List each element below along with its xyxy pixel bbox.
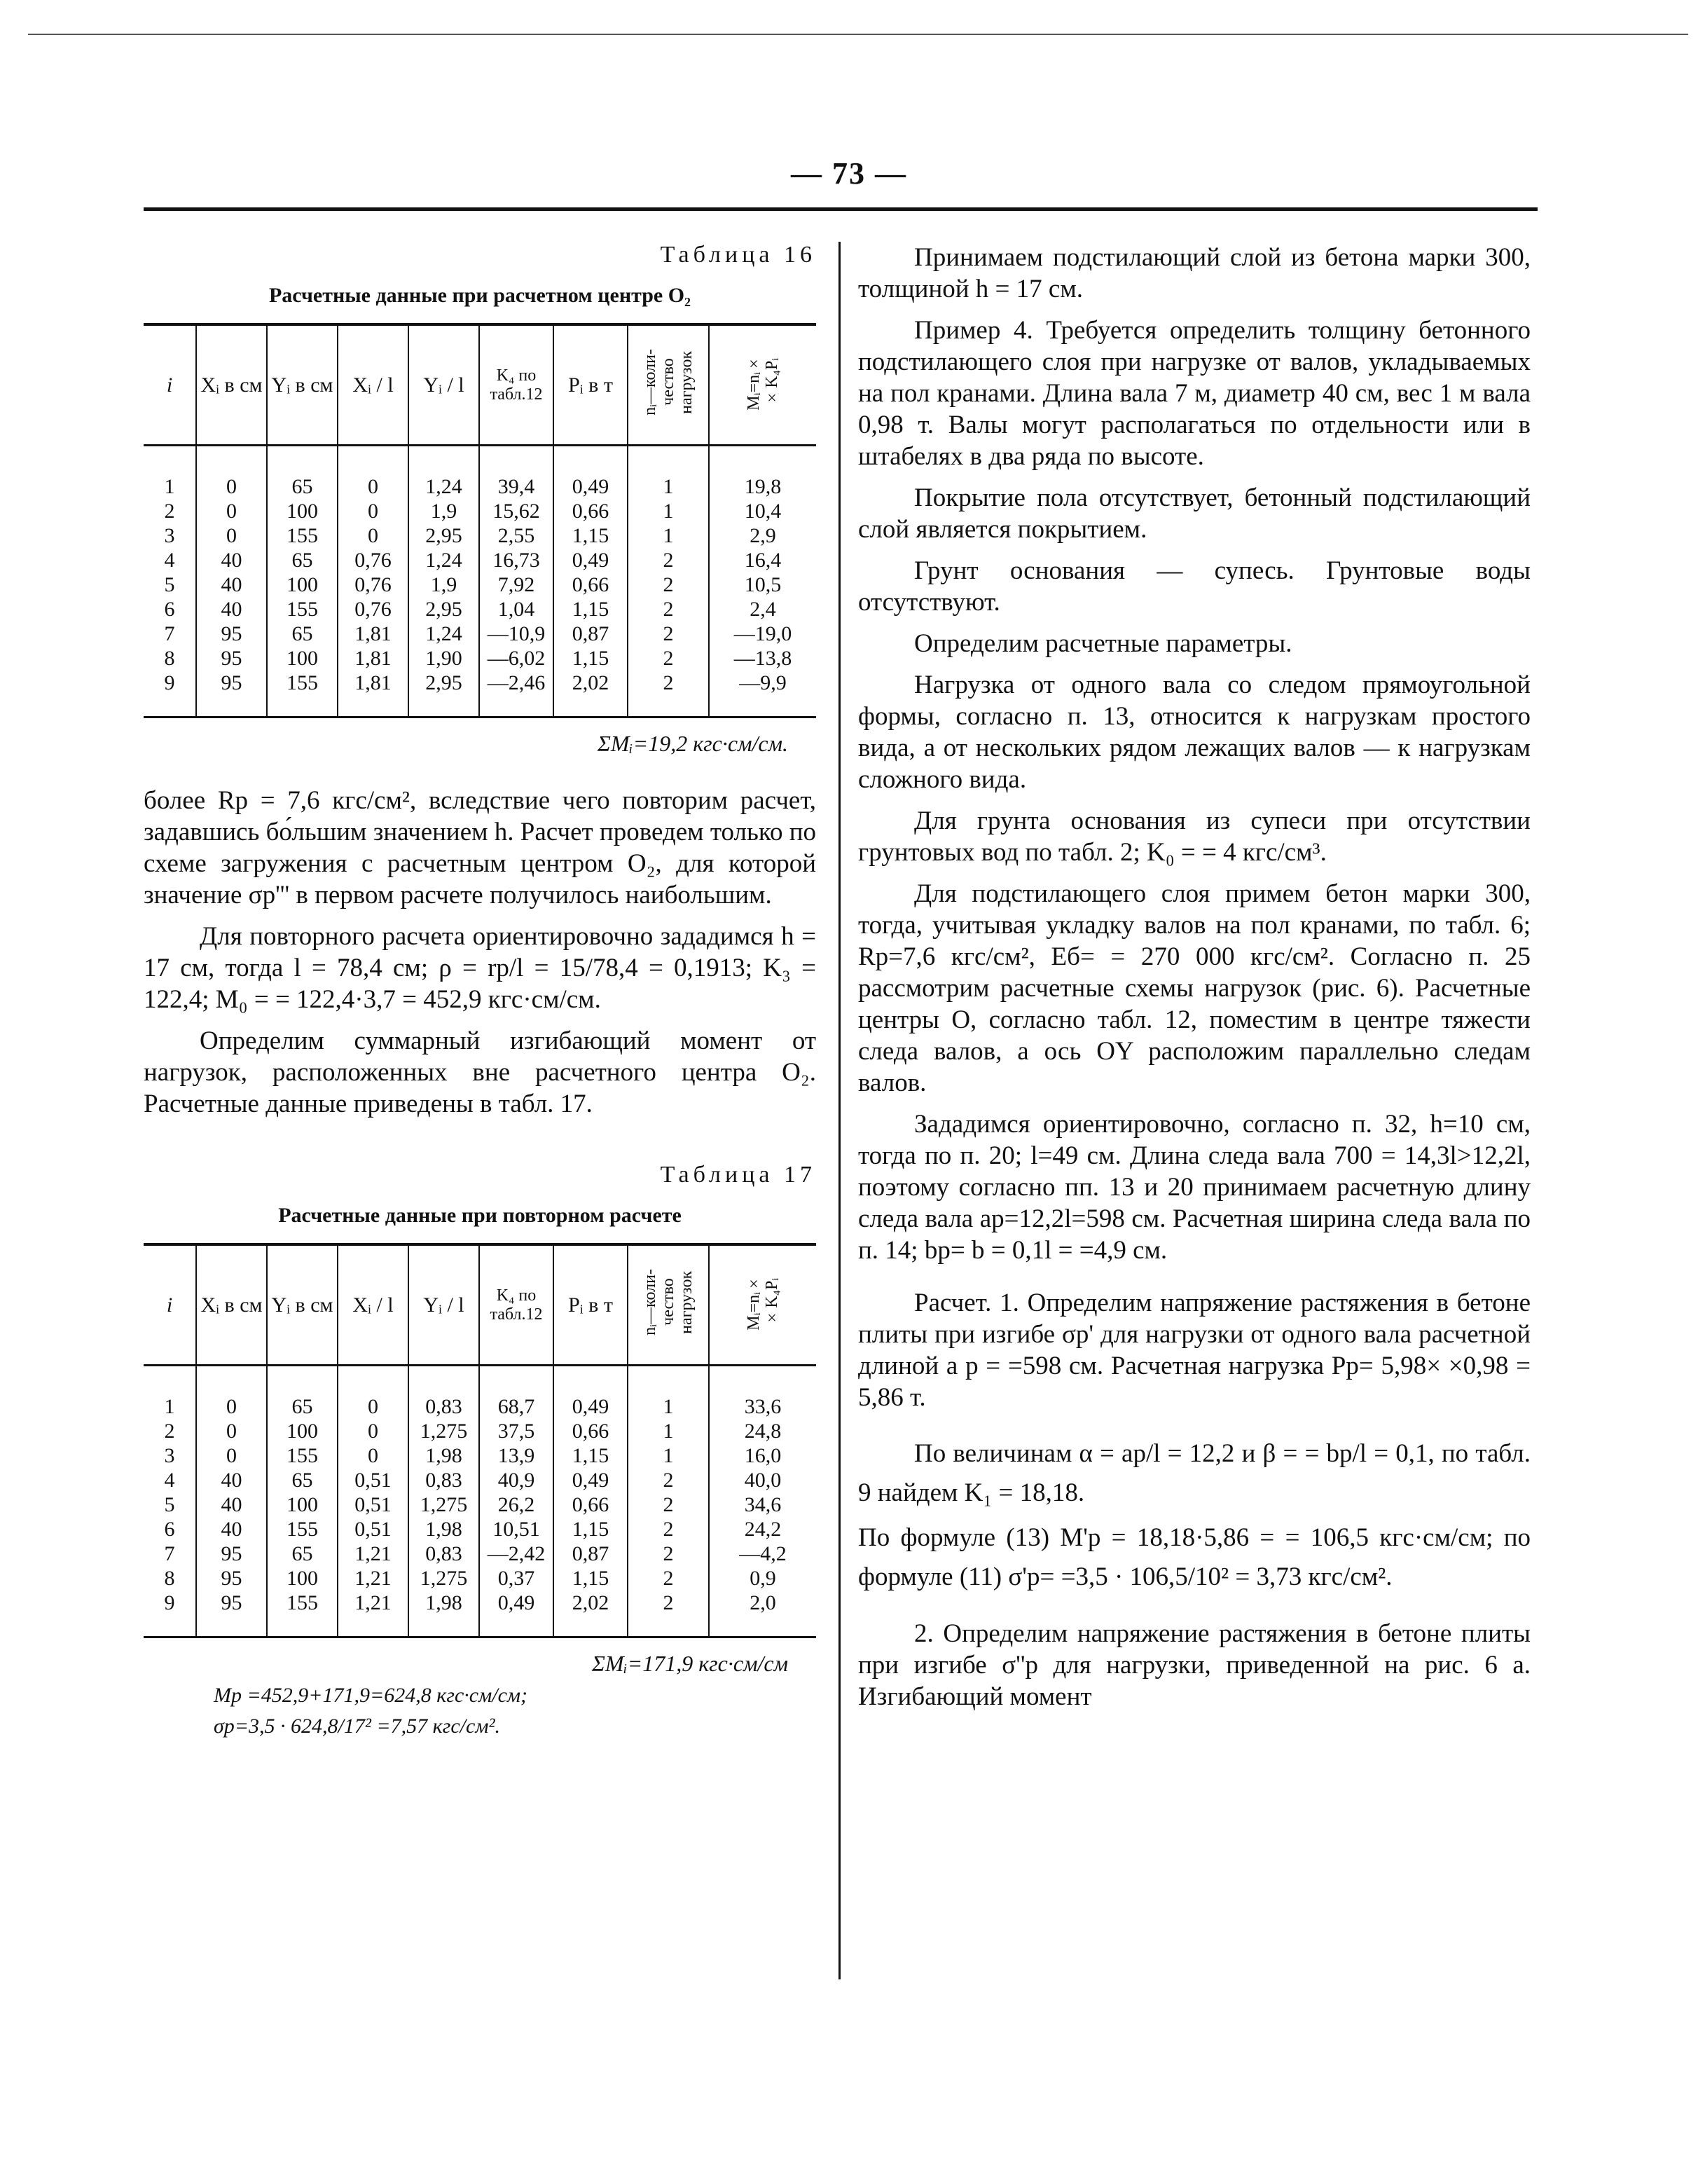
table16-row <box>144 523 816 548</box>
right-paragraph: Расчет. 1. Определим напряжение растяжения в бетоне плиты при изгибе σр' для нагрузки от одного вала расчетной длиной a р = =598 см. Расчетная нагрузка Pр= 5,98× ×0,98 = 5,86 т. <box>858 1289 1531 1412</box>
table16-cell: 7 <box>164 622 175 645</box>
table17-cell: 1,98 <box>408 1591 479 1637</box>
table17-cell: 155 <box>267 1443 338 1468</box>
table17-row <box>144 1566 816 1591</box>
table17-cell: 155 <box>267 1591 338 1637</box>
table16-cell: 1,81 <box>338 671 408 717</box>
table16-cell: 19,8 <box>709 446 816 500</box>
table17-row <box>144 1591 816 1637</box>
table17-cell: 1,275 <box>408 1419 479 1443</box>
table16-cell: 40 <box>196 597 267 621</box>
table17-cell: 1,98 <box>408 1443 479 1468</box>
table16-cell: 95 <box>196 671 267 717</box>
table17-row <box>144 1492 816 1517</box>
table17-cell: 24,2 <box>709 1517 816 1541</box>
table16-cell: 2,9 <box>709 523 816 548</box>
table16-header-cell <box>709 324 816 446</box>
table16-cell: 100 <box>267 499 338 523</box>
table17-title: Расчетные данные при повторном расчете <box>278 1204 682 1227</box>
table17-header-cell: Yᵢ в см <box>267 1244 338 1366</box>
table16-cell: 39,4 <box>479 446 553 500</box>
right-paragraph: Для грунта основания из супеси при отсутствии грунтовых вод по табл. 2; K₀ = = 4 кгс/см³. <box>858 806 1531 867</box>
table17-header-cell <box>628 1244 709 1366</box>
table17-block <box>144 1162 816 1738</box>
table16-cell: 1,9 <box>408 499 479 523</box>
right-paragraph: Пример 4. Требуется определить толщину бетонного подстилающего слоя при нагрузке от валов, укладываемых на пол кранами. Длина вала 7 м, диаметр 40 см, вес 1 м вала 0,98 т. Валы могут располагаться по отдельности или в штабелях в два ряда по высоте. <box>858 316 1531 471</box>
table16-cell: 2,95 <box>408 671 479 717</box>
table16-cell: 10,5 <box>709 572 816 597</box>
table16-cell: —19,0 <box>709 621 816 646</box>
table17-row <box>144 1419 816 1443</box>
table17-cell: 0,51 <box>338 1468 408 1492</box>
table17-cell: 0,83 <box>408 1366 479 1420</box>
right-paragraph: По формуле (13) M'р = 18,18·5,86 = = 106,5 кгс·см/см; по формуле (11) σ'р= =3,5 · 106,5/10² = 3,73 кгс/см². <box>858 1523 1531 1591</box>
table17-cell: 0,51 <box>338 1517 408 1541</box>
table17-cell: 65 <box>267 1366 338 1420</box>
table16-cell: 7,92 <box>479 572 553 597</box>
table17 <box>144 1243 816 1638</box>
table17-cell: 0 <box>196 1366 267 1420</box>
table16-cell: 155 <box>267 597 338 621</box>
table17-cell: 1,275 <box>408 1492 479 1517</box>
table16-cell: 100 <box>267 572 338 597</box>
table16-cell: 95 <box>196 646 267 671</box>
table17-header-cell: Pᵢ в т <box>553 1244 628 1366</box>
table17-body <box>144 1366 816 1637</box>
table17-cell: 9 <box>144 1591 196 1637</box>
table16-cell: 2,4 <box>709 597 816 621</box>
table16-row <box>144 572 816 597</box>
table17-cell: 1,21 <box>338 1566 408 1591</box>
table17-cell: 100 <box>267 1492 338 1517</box>
table16-cell: 0 <box>338 499 408 523</box>
table16-cell: 100 <box>267 646 338 671</box>
table16-header-cell: Yᵢ в см <box>267 324 338 446</box>
table17-cell: 2 <box>628 1541 709 1566</box>
table17-cell: 0,9 <box>709 1566 816 1591</box>
table16-cell: 2,55 <box>479 523 553 548</box>
table17-cell: 1,15 <box>553 1517 628 1541</box>
table16-cell: 3 <box>164 524 175 547</box>
table17-cell: 13,9 <box>479 1443 553 1468</box>
table16-cell: 8 <box>164 647 175 670</box>
right-paragraph: Принимаем подстилающий слой из бетона марки 300, толщиной h = 17 см. <box>858 243 1531 303</box>
table17-cell: 16,0 <box>709 1443 816 1468</box>
table17-cell: 1,15 <box>553 1443 628 1468</box>
table16-cell: 15,62 <box>479 499 553 523</box>
table17-cell: 2 <box>628 1492 709 1517</box>
table17-row <box>144 1366 816 1420</box>
table17-cell: 0 <box>338 1443 408 1468</box>
table17-cell: 40 <box>196 1468 267 1492</box>
table16-cell: 65 <box>267 548 338 572</box>
table17-cell: 0 <box>196 1419 267 1443</box>
table16-cell: —2,46 <box>479 671 553 717</box>
table16-cell: 0 <box>338 523 408 548</box>
table17-cell: 2,02 <box>553 1591 628 1637</box>
table17-cell: 0,83 <box>408 1541 479 1566</box>
table16-row <box>144 499 816 523</box>
table16-cell: 1,24 <box>408 548 479 572</box>
table16-cell: 2 <box>628 548 709 572</box>
table16-row <box>144 597 816 621</box>
table16-cell: 0,76 <box>338 572 408 597</box>
table16-header-vertical: Mᵢ=nᵢ× ×K₄Pᵢ <box>745 354 781 411</box>
table17-cell: 40 <box>196 1517 267 1541</box>
table16-cell: 1 <box>628 523 709 548</box>
table16-cell: 9 <box>144 671 196 717</box>
table16-cell: 40 <box>196 572 267 597</box>
table16-cell: 0 <box>196 446 267 500</box>
table17-cell: 24,8 <box>709 1419 816 1443</box>
table17-cell: 0,49 <box>553 1468 628 1492</box>
table16-header-cell: Pᵢ в т <box>553 324 628 446</box>
table16-cell: 1 <box>628 446 709 500</box>
table16-row <box>144 671 816 717</box>
right-paragraph: 2. Определим напряжение растяжения в бетоне плиты при изгибе σ''р для нагрузки, приведенной на рис. 6 а. Изгибающий момент <box>858 1619 1531 1711</box>
table16-cell: 1 <box>164 475 175 498</box>
table17-cell: 155 <box>267 1517 338 1541</box>
table16-cell: 65 <box>267 621 338 646</box>
table16-cell: 1,24 <box>408 446 479 500</box>
table17-header-cell: Xᵢ в см <box>196 1244 267 1366</box>
table16-cell: 1,81 <box>338 621 408 646</box>
table17-cell: 0,87 <box>553 1541 628 1566</box>
table17-cell: 0,49 <box>479 1591 553 1637</box>
table17-header-cell: Xᵢ / l <box>338 1244 408 1366</box>
table17-cell: 2,0 <box>709 1591 816 1637</box>
table16-cell: 0,87 <box>553 621 628 646</box>
table17-cell: 1,21 <box>338 1541 408 1566</box>
table16-header-vertical: nᵢ—коли- чество нагрузок <box>641 349 696 415</box>
header-rule <box>144 207 1538 211</box>
table17-cell: 40,0 <box>709 1468 816 1492</box>
left-column <box>144 242 816 1738</box>
table17-cell: 1,98 <box>408 1517 479 1541</box>
table17-cell: 2 <box>628 1566 709 1591</box>
table17-cell: 0 <box>196 1443 267 1468</box>
table16-cell: 0 <box>196 523 267 548</box>
table17-cell: —4,2 <box>709 1541 816 1566</box>
table17-cell: 1,275 <box>408 1566 479 1591</box>
table17-cell: 5 <box>164 1493 175 1516</box>
table17-cell: 4 <box>164 1469 175 1492</box>
table17-cell: 3 <box>164 1444 175 1467</box>
right-paragraph: Нагрузка от одного вала со следом прямоугольной формы, согласно п. 13, относится к нагрузкам простого вида, а от нескольких рядом лежащих валов — к нагрузкам сложного вида. <box>858 671 1531 794</box>
table16-cell: 0 <box>338 446 408 500</box>
table16-cell: 2,02 <box>553 671 628 717</box>
table16-cell: 1,90 <box>408 646 479 671</box>
table16-header-cell: Xᵢ / l <box>338 324 408 446</box>
table16-cell: —10,9 <box>479 621 553 646</box>
table17-cell: 6 <box>164 1518 175 1541</box>
table16-cell: 0,76 <box>338 597 408 621</box>
table16-cell: 40 <box>196 548 267 572</box>
table17-cell: 1 <box>628 1366 709 1420</box>
table17-cell: 95 <box>196 1566 267 1591</box>
table17-cell: 33,6 <box>709 1366 816 1420</box>
table16-cell: —13,8 <box>709 646 816 671</box>
table16-cell: 95 <box>196 621 267 646</box>
table16-header-row <box>144 324 816 446</box>
table17-cell: 40,9 <box>479 1468 553 1492</box>
table16-caption: Таблица 16 <box>660 242 816 268</box>
table17-header-cell: i <box>144 1244 196 1366</box>
table16-header-cell: K₄ по табл.12 <box>479 324 553 446</box>
table16-header-cell: Xᵢ в см <box>196 324 267 446</box>
table16-cell: 2 <box>628 646 709 671</box>
table17-cell: 0,51 <box>338 1492 408 1517</box>
table17-header-vertical: Mᵢ=nᵢ× ×K₄Pᵢ <box>745 1274 781 1331</box>
table16-header-cell: i <box>144 324 196 446</box>
table16-cell: 0,49 <box>553 446 628 500</box>
table17-cell: 1,21 <box>338 1591 408 1637</box>
table17-cell: 8 <box>164 1567 175 1590</box>
table17-cell: 95 <box>196 1541 267 1566</box>
table17-header-cell: K₄ по табл.12 <box>479 1244 553 1366</box>
right-paragraph: Зададимся ориентировочно, согласно п. 32, h=10 см, тогда по п. 20; l=49 см. Длина следа вала 700 = 14,3l>12,2l, поэтому согласно пп. 13 и 20 принимаем расчетную длину следа вала aр=12,2l=598 см. Расчетная ширина следа вала по п. 14; bр= b = 0,1l = =4,9 см. <box>858 1110 1531 1265</box>
table17-cell: 0,37 <box>479 1566 553 1591</box>
table17-cell: 37,5 <box>479 1419 553 1443</box>
table17-cell: 0 <box>338 1419 408 1443</box>
table16-cell: 16,73 <box>479 548 553 572</box>
table16-cell: 1 <box>628 499 709 523</box>
table16-cell: 1,15 <box>553 523 628 548</box>
table16-cell: 0,66 <box>553 572 628 597</box>
right-paragraph: Для подстилающего слоя примем бетон марки 300, тогда, учитывая укладку валов на пол кранами, по табл. 6; Rр=7,6 кгс/см², Eб= = 270 000 кгс/см². Согласно п. 25 рассмотрим расчетные схемы нагрузок (рис. 6). Расчетные центры O, согласно табл. 12, поместим в центре тяжести следа валов, а ось OY расположим параллельно следам валов. <box>858 879 1531 1097</box>
table16-cell: 0,76 <box>338 548 408 572</box>
table17-cell: 2 <box>628 1468 709 1492</box>
table16-row <box>144 621 816 646</box>
table17-cell: 34,6 <box>709 1492 816 1517</box>
table16-cell: 0,66 <box>553 499 628 523</box>
table16-cell: 2 <box>628 572 709 597</box>
left-paragraph: более Rр = 7,6 кгс/см², вследствие чего повторим расчет, задавшись бо́льшим значением h. Расчет проведем только по схеме загружения с расчетным центром O₂, для которой значение σр''' в первом расчете получилось наибольшим. <box>144 786 817 909</box>
table17-cell: 0,49 <box>553 1366 628 1420</box>
table16-cell: 1,9 <box>408 572 479 597</box>
table17-row <box>144 1541 816 1566</box>
table16-cell: 5 <box>164 573 175 596</box>
top-rule <box>28 34 1688 35</box>
right-paragraph: Определим расчетные параметры. <box>914 629 1292 658</box>
table16-cell: 65 <box>267 446 338 500</box>
table17-row <box>144 1443 816 1468</box>
table17-cell: 1,15 <box>553 1566 628 1591</box>
formula-mp: Mр =452,9+171,9=624,8 кгс·см/см; <box>214 1684 528 1707</box>
table17-cell: 65 <box>267 1541 338 1566</box>
right-paragraph: По величинам α = aр/l = 12,2 и β = = bр/l = 0,1, по табл. 9 найдем K₁ = 18,18. <box>858 1439 1531 1507</box>
left-paragraph: Для повторного расчета ориентировочно зададимся h = 17 см, тогда l = 78,4 см; ρ = rр/l = 15/78,4 = 0,1913; K₃ = 122,4; M₀ = = 122,4·3,7 = 452,9 кгс·см/см. <box>144 922 816 1014</box>
formula-sigma: σр=3,5 · 624,8/17² =7,57 кгс/см². <box>214 1715 500 1738</box>
table17-header-vertical: nᵢ—коли- чество нагрузок <box>641 1269 696 1335</box>
table17-cell: 2 <box>628 1591 709 1637</box>
table16-cell: 16,4 <box>709 548 816 572</box>
table17-cell: 95 <box>196 1591 267 1637</box>
table16-cell: —9,9 <box>709 671 816 717</box>
table16 <box>144 323 816 718</box>
table17-cell: 1 <box>628 1419 709 1443</box>
table16-body <box>144 446 816 717</box>
table16-sum: ΣMᵢ=19,2 кгс·см/см. <box>597 731 788 756</box>
table16-row <box>144 548 816 572</box>
right-paragraph: Покрытие пола отсутствует, бетонный подстилающий слой является покрытием. <box>858 483 1531 544</box>
table17-cell: 100 <box>267 1566 338 1591</box>
table16-row <box>144 446 816 500</box>
table17-cell: 100 <box>267 1419 338 1443</box>
table16-cell: 1,04 <box>479 597 553 621</box>
table17-cell: 68,7 <box>479 1366 553 1420</box>
table17-cell: 65 <box>267 1468 338 1492</box>
table17-cell: 7 <box>164 1542 175 1565</box>
table17-caption: Таблица 17 <box>660 1162 816 1188</box>
table17-cell: 0 <box>338 1366 408 1420</box>
table16-cell: —6,02 <box>479 646 553 671</box>
table17-row <box>144 1468 816 1492</box>
table17-header-cell: Yᵢ / l <box>408 1244 479 1366</box>
left-paragraph: Определим суммарный изгибающий момент от нагрузок, расположенных вне расчетного центра O₂. Расчетные данные приведены в табл. 17. <box>144 1026 816 1118</box>
table16-cell: 1,15 <box>553 597 628 621</box>
table17-cell: 0,66 <box>553 1492 628 1517</box>
table16-cell: 155 <box>267 671 338 717</box>
table16-header-cell <box>628 324 709 446</box>
table17-cell: 10,51 <box>479 1517 553 1541</box>
table16-cell: 0 <box>196 499 267 523</box>
table17-row <box>144 1517 816 1541</box>
table16-cell: 1,81 <box>338 646 408 671</box>
table16-cell: 2 <box>628 671 709 717</box>
table16-cell: 6 <box>164 598 175 621</box>
table16-cell: 4 <box>164 549 175 572</box>
table16-row <box>144 646 816 671</box>
table16-cell: 2 <box>628 597 709 621</box>
table16-cell: 155 <box>267 523 338 548</box>
column-divider <box>838 242 841 1979</box>
table16-cell: 2 <box>164 500 175 523</box>
table17-cell: 0,66 <box>553 1419 628 1443</box>
table16-cell: 1,15 <box>553 646 628 671</box>
table16-cell: 2 <box>628 621 709 646</box>
table16-cell: 10,4 <box>709 499 816 523</box>
table17-header-cell <box>709 1244 816 1366</box>
table17-header-row <box>144 1244 816 1366</box>
table17-cell: 26,2 <box>479 1492 553 1517</box>
table16-cell: 2,95 <box>408 597 479 621</box>
table16-cell: 1,24 <box>408 621 479 646</box>
page-number: — 73 — <box>791 156 907 191</box>
right-paragraph: Грунт основания — супесь. Грунтовые воды отсутствуют. <box>858 556 1531 617</box>
table17-cell: 1 <box>628 1443 709 1468</box>
table17-cell: 2 <box>628 1517 709 1541</box>
table17-cell: 2 <box>164 1420 175 1443</box>
table16-cell: 2,95 <box>408 523 479 548</box>
left-text <box>144 785 816 1120</box>
table16-cell: 0,49 <box>553 548 628 572</box>
table17-cell: 0,83 <box>408 1468 479 1492</box>
table16-header-cell: Yᵢ / l <box>408 324 479 446</box>
right-column <box>858 242 1531 1712</box>
table17-cell: 40 <box>196 1492 267 1517</box>
table17-cell: —2,42 <box>479 1541 553 1566</box>
table17-sum: ΣMᵢ=171,9 кгс·см/см <box>591 1651 788 1676</box>
table17-cell: 1 <box>164 1395 175 1418</box>
table16-title: Расчетные данные при расчетном центре O₂ <box>268 284 691 307</box>
